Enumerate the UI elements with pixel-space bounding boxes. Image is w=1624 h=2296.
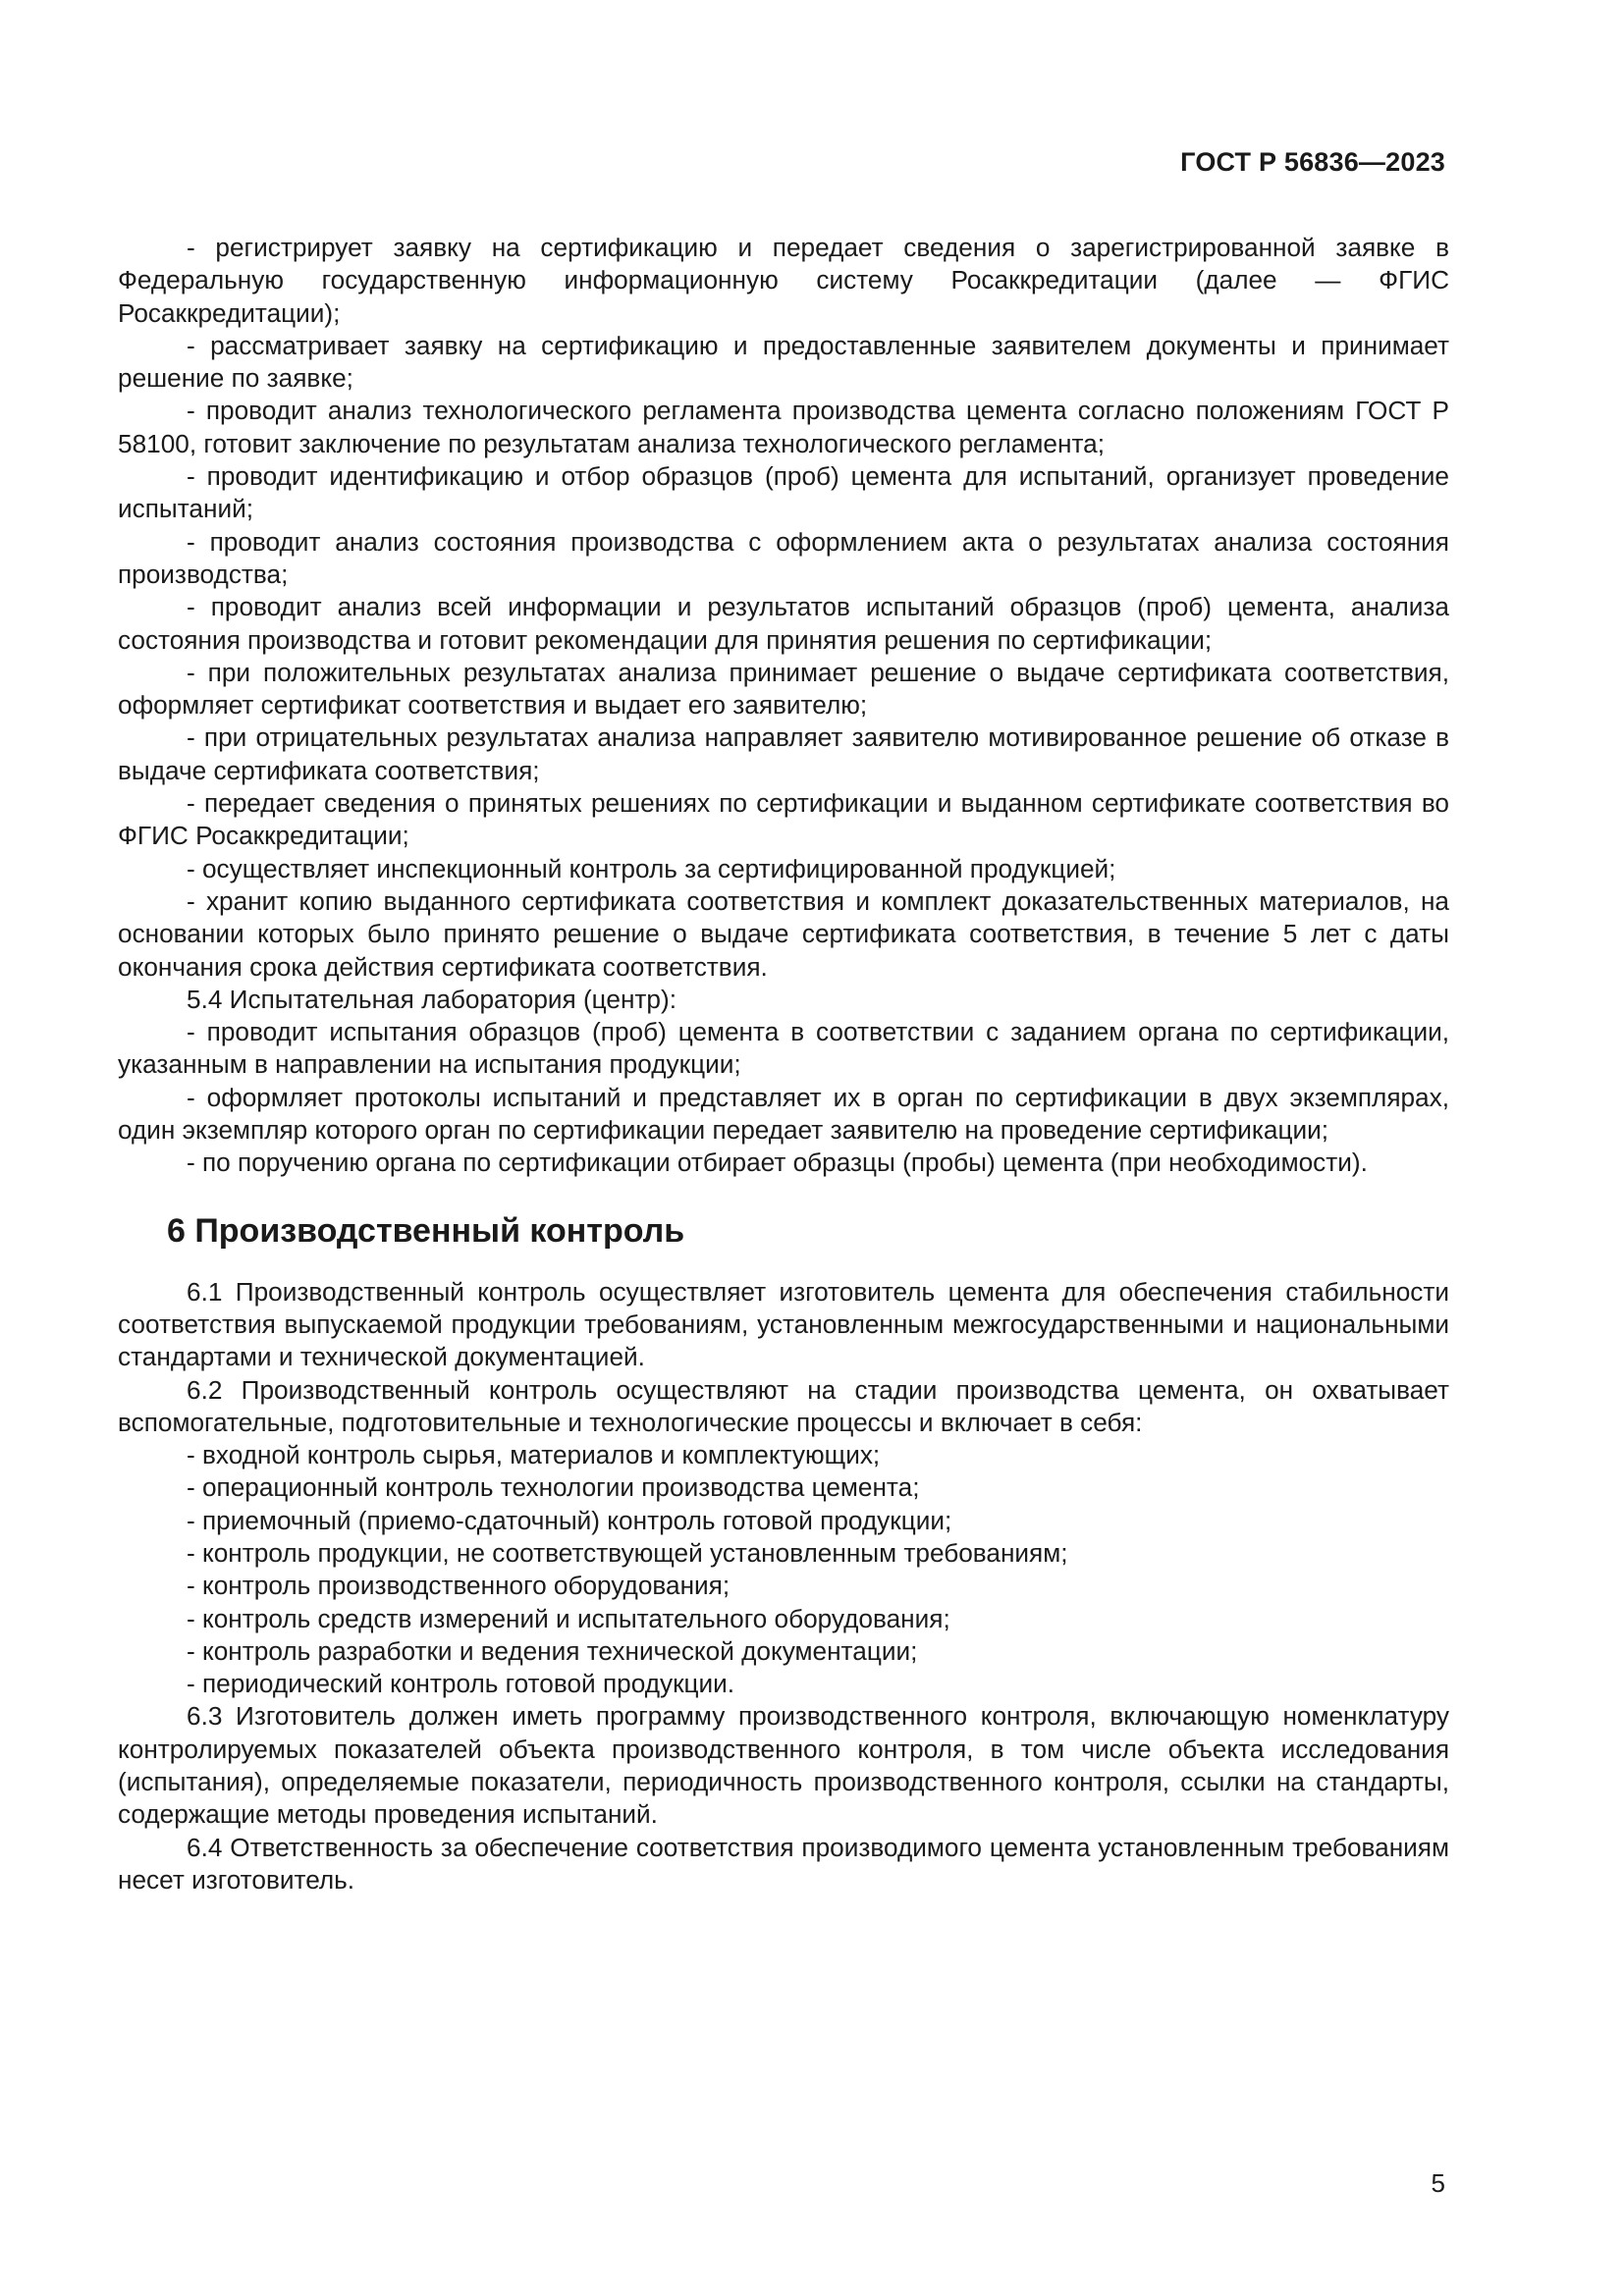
list-item: - операционный контроль технологии производства цемента;	[187, 1472, 920, 1503]
clause-6-1: 6.1 Производственный контроль осуществляет изготовитель цемента для обеспечения стабильности соответствия выпускаемой продукции требованиям, установленным межгосударственными и национальными стандартами и технической документацией.	[118, 1276, 1449, 1372]
list-item: - при отрицательных результатах анализа направляет заявителю мотивированное решение об отказе в выдаче сертификата соответствия;	[118, 722, 1449, 785]
list-item: - регистрирует заявку на сертификацию и передает сведения о зарегистрированной заявке в Федеральную государственную информационную систему Росаккредитации (далее — ФГИС Росаккредитации);	[118, 233, 1449, 328]
list-item: - проводит испытания образцов (проб) цемента в соответствии с заданием органа по сертификации, указанным в направлении на испытания продукции;	[118, 1017, 1449, 1080]
clause-6-2: 6.2 Производственный контроль осуществляют на стадии производства цемента, он охватывает вспомогательные, подготовительные и технологические процессы и включает в себя:	[118, 1374, 1449, 1437]
list-item: - рассматривает заявку на сертификацию и предоставленные заявителем документы и принимает решение по заявке;	[118, 330, 1449, 394]
list-item: - контроль продукции, не соответствующей установленным требованиям;	[187, 1537, 1068, 1568]
list-item: - контроль производственного оборудования;	[187, 1571, 731, 1601]
list-item: - проводит анализ технологического регламента производства цемента согласно положениям ГОСТ Р 58100, готовит заключение по результатам анализа технологического регламента;	[118, 396, 1449, 458]
list-item: - контроль средств измерений и испытательного оборудования;	[187, 1603, 950, 1633]
list-item: - приемочный (приемо-сдаточный) контроль готовой продукции;	[187, 1505, 952, 1535]
list-item: - проводит идентификацию и отбор образцов (проб) цемента для испытаний, организует проведение испытаний;	[118, 461, 1449, 524]
list-item: - осуществляет инспекционный контроль за сертифицированной продукцией;	[187, 853, 1116, 883]
list-item: - проводит анализ состояния производства с оформлением акта о результатах анализа состояния производства;	[118, 526, 1449, 589]
list-item: - оформляет протоколы испытаний и представляет их в орган по сертификации в двух экземплярах, один экземпляр которого орган по сертификации передает заявителю на проведение сертификации;	[118, 1082, 1449, 1146]
clause-6-3: 6.3 Изготовитель должен иметь программу производственного контроля, включающую номенклатуру контролируемых показателей объекта производственного контроля, в том числе объекта исследования (испытания), определяемые показатели, периодичность производственного контроля, ссылки на стандарты, содержащие методы проведения испытаний.	[118, 1701, 1449, 1830]
list-item: - по поручению органа по сертификации отбирает образцы (пробы) цемента (при необходимости).	[187, 1148, 1368, 1178]
page-body	[118, 232, 1449, 1896]
list-item: - входной контроль сырья, материалов и комплектующих;	[187, 1440, 881, 1470]
standard-code: ГОСТ Р 56836—2023	[1180, 147, 1445, 177]
section-6-heading: 6 Производственный контроль	[167, 1211, 685, 1250]
list-item: - передает сведения о принятых решениях по сертификации и выданном сертификате соответствия во ФГИС Росаккредитации;	[118, 788, 1449, 851]
list-item: - периодический контроль готовой продукции.	[187, 1669, 735, 1699]
list-item: - контроль разработки и ведения технической документации;	[187, 1635, 918, 1666]
clause-6-4: 6.4 Ответственность за обеспечение соответствия производимого цемента установленным требованиям несет изготовитель.	[118, 1832, 1449, 1895]
page-number: 5	[1431, 2168, 1445, 2198]
list-item: - при положительных результатах анализа принимает решение о выдаче сертификата соответствия, оформляет сертификат соответствия и выдает его заявителю;	[118, 657, 1449, 721]
clause-5-4: 5.4 Испытательная лаборатория (центр):	[187, 984, 677, 1014]
list-item: - хранит копию выданного сертификата соответствия и комплект доказательственных материалов, на основании которых было принято решение о выдаче сертификата соответствия, в течение 5 лет с даты окончания срока действия сертификата соответствия.	[118, 885, 1449, 982]
list-item: - проводит анализ всей информации и результатов испытаний образцов (проб) цемента, анализа состояния производства и готовит рекомендации для принятия решения по сертификации;	[118, 592, 1449, 655]
